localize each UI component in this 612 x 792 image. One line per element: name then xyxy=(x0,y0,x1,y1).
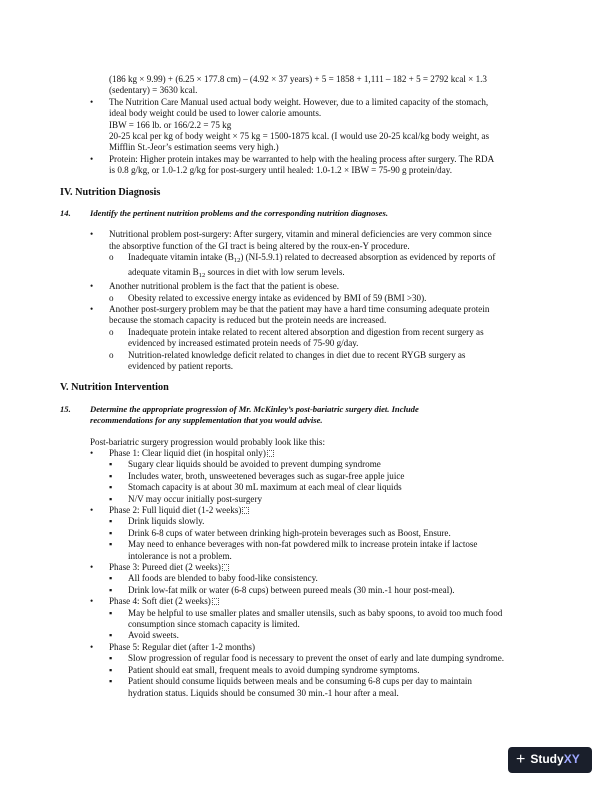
section-numeral: IV. xyxy=(60,186,73,198)
phase-1-item: ▪ N/V may occur initially post-surgery xyxy=(109,493,263,504)
bullet-ncm xyxy=(90,97,542,154)
phase-2 xyxy=(90,505,542,516)
progression-intro: Post-bariatric surgery progression would probably look like this: xyxy=(90,436,325,447)
phase-4-item: ▪ May be helpful to use smaller plates and smaller utensils, such as baby spoons, to avoid too much food consumption since stomach capacity is limited. xyxy=(109,607,503,630)
phase-4 xyxy=(90,596,542,607)
protein-line-2: is 0.8 g/kg, or 1.0-1.2 g/kg for post-surgery until healed: 1.0-1.2 × IBW = 75-90 g protein/day. xyxy=(109,165,452,176)
phase-2-label: Phase 2: Full liquid diet (1-2 weeks) xyxy=(109,505,542,516)
bullet-dot-icon: • xyxy=(90,229,94,240)
bullet-dot-icon: • xyxy=(90,562,94,573)
phase-1-item: ▪ Includes water, broth, unsweetened beverages such as sugar-free apple juice xyxy=(109,470,405,481)
bullet-square-icon: ▪ xyxy=(109,607,113,618)
ncm-line-4: 20-25 kcal per kg of body weight × 75 kg = 1500-1875 kcal. (I would use 20-25 kcal/kg body weight, as xyxy=(109,131,489,142)
watermark-brand: Study xyxy=(530,752,564,767)
section-heading-nutrition-intervention xyxy=(60,382,542,393)
section-numeral: V. xyxy=(60,382,69,394)
placeholder-glyph-icon xyxy=(222,564,229,571)
bullet-square-icon: ▪ xyxy=(109,539,113,550)
phase-4-item: ▪ Avoid sweets. xyxy=(109,630,179,641)
diag-obesity-line: Obesity related to excessive energy intake as evidenced by BMI of 59 (BMI >30). xyxy=(128,292,427,303)
energy-line-2: (sedentary) = 3630 kcal. xyxy=(109,85,198,96)
bullet-square-icon: ▪ xyxy=(109,527,113,538)
ncm-line-1: The Nutrition Care Manual used actual body weight. However, due to a limited capacity of the stomach, xyxy=(109,96,489,107)
bullet-dot-icon: • xyxy=(90,641,94,652)
watermark-brand-suffix: XY xyxy=(563,752,580,767)
bullet-dot-icon: • xyxy=(90,281,94,292)
phase-5 xyxy=(90,642,542,653)
question-number: 14. xyxy=(60,208,71,219)
energy-line-1: (186 kg × 9.99) + (6.25 × 177.8 cm) – (4.92 × 37 years) + 5 = 1858 + 1,111 – 182 + 5 = 2792 kcal × 1.3 xyxy=(109,74,487,84)
bullet-dot-icon: • xyxy=(90,596,94,607)
diag-b1-line-1: Nutritional problem post-surgery: After surgery, vitamin and mineral deficiencies are very common since xyxy=(109,229,492,240)
phase-2-item: ▪ May need to enhance beverages with non-fat powdered milk to increase protein intake if lactose intolerance is not a problem. xyxy=(109,539,478,561)
ncm-line-3: IBW = 166 lb. or 166/2.2 = 75 kg xyxy=(109,119,232,130)
studyxy-watermark[interactable] xyxy=(508,747,592,773)
bullet-square-icon: ▪ xyxy=(109,676,113,687)
diagnosis-sub-b12 xyxy=(109,252,542,281)
phase-3-item: ▪ All foods are blended to baby food-like consistency. xyxy=(109,573,318,584)
diag-b2-line-1: Another nutritional problem is the fact that the patient is obese. xyxy=(109,281,340,292)
phase-3-item: ▪ Drink low-fat milk or water (6-8 cups) between pureed meals (30 min.-1 hour post-meal). xyxy=(109,584,455,595)
energy-calculation xyxy=(109,74,542,97)
sub-bullet-o-icon: o xyxy=(109,326,114,337)
diag-protein-line-1: Inadequate protein intake related to recent altered absorption and digestion from recent surgery as xyxy=(128,326,484,337)
placeholder-glyph-icon xyxy=(242,507,249,514)
sub-bullet-o-icon: o xyxy=(109,349,114,360)
diagnosis-sub-protein xyxy=(109,327,542,350)
bullet-square-icon: ▪ xyxy=(109,470,113,481)
phase-3-label: Phase 3: Pureed diet (2 weeks) xyxy=(109,562,542,573)
question-line-2: recommendations for any supplementation that you would advise. xyxy=(90,415,323,426)
question-text: Identify the pertinent nutrition problems and the corresponding nutrition diagnoses. xyxy=(90,208,388,219)
phase-4-label: Phase 4: Soft diet (2 weeks) xyxy=(109,596,542,607)
sub-bullet-o-icon: o xyxy=(109,292,114,303)
phase-1-item: ▪ Stomach capacity is at about 30 mL maximum at each meal of clear liquids xyxy=(109,482,402,493)
bullet-dot-icon: • xyxy=(90,303,94,314)
phase-5-item: ▪ Patient should eat small, frequent meals to avoid dumping syndrome symptoms. xyxy=(109,664,420,675)
phase-2-item: ▪ Drink liquids slowly. xyxy=(109,516,205,527)
bullet-square-icon: ▪ xyxy=(109,584,113,595)
section-heading-nutrition-diagnosis xyxy=(60,187,542,198)
bullet-dot-icon: • xyxy=(90,153,94,164)
phase-3 xyxy=(90,562,542,573)
diag-b12-line-1: Inadequate vitamin intake $(B_{12})$ (NI-5.9.1) related to decreased absorption as evidenced by reports of xyxy=(128,252,496,265)
phase-5-item: ▪ Patient should consume liquids between meals and be consuming 6-8 cups per day to maintain hydration status. Liquids should be consumed 30 min.-1 hour after a meal. xyxy=(109,676,472,698)
diag-b1-line-2: the absorptive function of the GI tract is being altered by the roux-en-Y procedure. xyxy=(109,240,410,251)
phase-2-item: ▪ Drink 6-8 cups of water between drinking high-protein beverages such as Boost, Ensure. xyxy=(109,527,451,538)
bullet-square-icon: ▪ xyxy=(109,573,113,584)
diag-b12-line-2: adequate vitamin $B_{12}$ sources in diet with low serum levels. xyxy=(128,266,345,279)
bullet-dot-icon: • xyxy=(90,96,94,107)
question-14 xyxy=(60,208,542,219)
section-title: Nutrition Diagnosis xyxy=(75,186,161,198)
bullet-square-icon: ▪ xyxy=(109,630,113,641)
phase-5-item: ▪ Slow progression of regular food is necessary to prevent the onset of early and late dumping syndrome. xyxy=(109,653,505,664)
question-15 xyxy=(60,404,542,427)
diag-b3-line-1: Another post-surgery problem may be that the patient may have a hard time consuming adequate protein xyxy=(109,303,490,314)
diagnosis-bullet-3 xyxy=(90,304,542,327)
diagnosis-bullet-2 xyxy=(90,281,542,292)
section-title: Nutrition Intervention xyxy=(71,382,169,394)
bullet-square-icon: ▪ xyxy=(109,493,113,504)
ncm-line-2: ideal body weight could be used to lower calorie amounts. xyxy=(109,108,322,119)
diag-knowledge-line-1: Nutrition-related knowledge deficit related to changes in diet due to recent RYGB surgery as xyxy=(128,349,466,360)
diag-b3-line-2: because the stomach capacity is reduced but the protein needs are increased. xyxy=(109,315,387,326)
bullet-square-icon: ▪ xyxy=(109,653,113,664)
diagnosis-sub-obesity xyxy=(109,293,542,304)
plus-icon: + xyxy=(516,751,526,769)
phase-1 xyxy=(90,448,542,459)
question-line-1: Determine the appropriate progression of Mr. McKinley’s post-bariatric surgery diet. Include xyxy=(90,403,419,414)
phase-1-item: ▪ Sugary clear liquids should be avoided to prevent dumping syndrome xyxy=(109,459,381,470)
bullet-protein xyxy=(90,154,542,177)
bullet-square-icon: ▪ xyxy=(109,459,113,470)
diag-knowledge-line-2: evidenced by patient reports. xyxy=(128,360,234,371)
bullet-square-icon: ▪ xyxy=(109,482,113,493)
question-number: 15. xyxy=(60,403,71,414)
placeholder-glyph-icon xyxy=(267,450,274,457)
placeholder-glyph-icon xyxy=(212,598,219,605)
protein-line-1: Protein: Higher protein intakes may be warranted to help with the healing process after surgery. The RDA xyxy=(109,153,495,164)
bullet-square-icon: ▪ xyxy=(109,664,113,675)
phase-1-label: Phase 1: Clear liquid diet (in hospital only) xyxy=(109,448,542,459)
bullet-dot-icon: • xyxy=(90,447,94,458)
diagnosis-bullet-1 xyxy=(90,229,542,252)
diagnosis-sub-knowledge xyxy=(109,350,542,373)
diag-protein-line-2: evidenced by increased estimated protein needs of 75-90 g/day. xyxy=(128,338,359,349)
bullet-square-icon: ▪ xyxy=(109,516,113,527)
sub-bullet-o-icon: o xyxy=(109,252,114,263)
ncm-line-5: Mifflin St.-Jeor’s estimation seems very high.) xyxy=(109,142,279,153)
phase-5-label: Phase 5: Regular diet (after 1-2 months) xyxy=(109,641,255,652)
bullet-dot-icon: • xyxy=(90,505,94,515)
